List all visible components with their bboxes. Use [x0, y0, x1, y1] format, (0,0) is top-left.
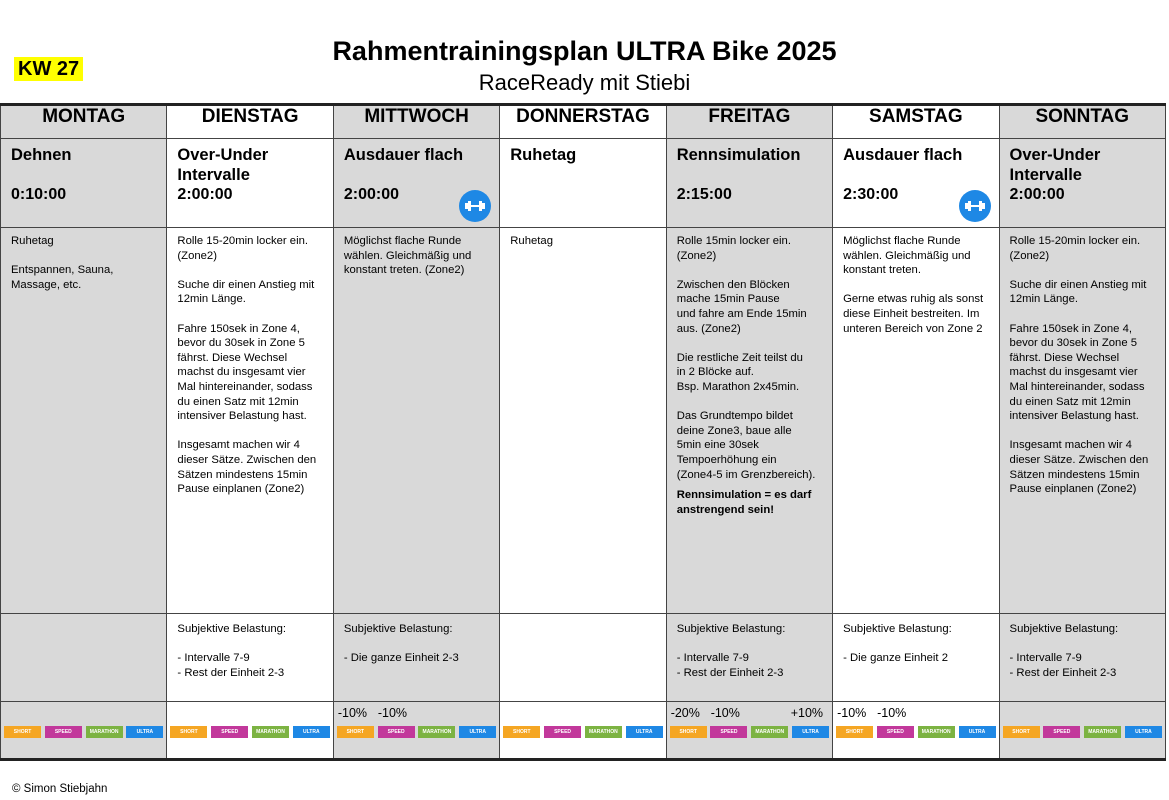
category-badge-ultra: ULTRA: [293, 726, 330, 738]
load-cell-dienstag: [167, 614, 333, 702]
day-header-dienstag: DIENSTAG: [167, 105, 333, 139]
session-cell-samstag: [833, 139, 999, 228]
session-name: Dehnen: [11, 146, 72, 164]
category-badge-ultra: ULTRA: [959, 726, 996, 738]
percent-adjustments: [167, 702, 332, 724]
load-cell-donnerstag: [500, 614, 666, 702]
load-cell-sonntag: [999, 614, 1165, 702]
category-badge-marathon: MARATHON: [585, 726, 622, 738]
description-cell-donnerstag: [500, 228, 666, 614]
session-cell-content: [667, 139, 832, 227]
session-cell-dienstag: [167, 139, 333, 228]
category-badge-short: SHORT: [1003, 726, 1040, 738]
session-note: Rennsimulation = es darf anstrengend sein!: [676, 489, 812, 516]
category-badge-short: SHORT: [836, 726, 873, 738]
category-badge-ultra: ULTRA: [126, 726, 163, 738]
description-cell-mittwoch: [333, 228, 499, 614]
category-strip-row: [1, 702, 1166, 760]
day-header-freitag: FREITAG: [666, 105, 832, 139]
category-badge-marathon: MARATHON: [751, 726, 788, 738]
category-badges: [1000, 726, 1165, 738]
page-subtitle: RaceReady mit Stiebi: [478, 70, 691, 95]
percent-adjustments: [833, 702, 998, 724]
session-cell-sonntag: [999, 139, 1165, 228]
session-duration: 2:30:00: [843, 186, 899, 203]
description-row: [1, 228, 1166, 614]
session-cell-content: [1, 139, 166, 227]
session-description: Rolle 15-20min locker ein. (Zone2) Suche dir einen Anstieg mit 12min Länge. Fahre 150sek in Zone 4, bevor du 30sek in Zone 5 fährst. Diese Wechsel machst du insgesamt vier Mal hintereinander, sodass du einen Satz mit 12min intensiver Belastung hast. Insgesamt machen wir 4 dieser Sätze. Zwischen den Sätzen mindestens 15min Pause einplanen (Zone2): [1009, 235, 1149, 496]
percent-adjustments: [1, 702, 166, 724]
session-duration: 2:00:00: [1009, 186, 1065, 203]
day-header-donnerstag: DONNERSTAG: [500, 105, 666, 139]
category-badge-speed: SPEED: [877, 726, 914, 738]
session-duration: 2:00:00: [177, 186, 233, 203]
category-badge-speed: SPEED: [710, 726, 747, 738]
category-badge-marathon: MARATHON: [252, 726, 289, 738]
day-header-samstag: SAMSTAG: [833, 105, 999, 139]
session-name: Over-Under Intervalle: [177, 146, 269, 184]
load-cell-montag: [1, 614, 167, 702]
session-name: Over-Under Intervalle: [1009, 146, 1101, 184]
subjective-load: [500, 614, 665, 628]
session-description: Möglichst flache Runde wählen. Gleichmäßig und konstant treten. (Zone2): [343, 235, 472, 277]
category-badge-short: SHORT: [670, 726, 707, 738]
category-badge-speed: SPEED: [45, 726, 82, 738]
percent-value: -20%: [670, 706, 700, 720]
session-duration: 0:10:00: [11, 186, 67, 203]
subjective-load: [1, 614, 166, 628]
category-badges: [1, 726, 166, 738]
page-title: Rahmentrainingsplan ULTRA Bike 2025: [332, 36, 837, 66]
session-description: Rolle 15-20min locker ein. (Zone2) Suche dir einen Anstieg mit 12min Länge. Fahre 150sek in Zone 4, bevor du 30sek in Zone 5 fährst. Diese Wechsel machst du insgesamt vier Mal hintereinander, sodass du einen Satz mit 12min intensiver Belastung hast. Insgesamt machen wir 4 dieser Sätze. Zwischen den Sätzen mindestens 15min Pause einplanen (Zone2): [177, 235, 317, 496]
subjective-load: Subjektive Belastung: - Intervalle 7-9 - Rest der Einheit 2-3: [1009, 623, 1119, 679]
category-cell-donnerstag: [500, 702, 666, 760]
category-badge-marathon: MARATHON: [418, 726, 455, 738]
session-cell-content: [334, 139, 499, 227]
day-header-sonntag: SONNTAG: [999, 105, 1165, 139]
session-cell-content: [833, 139, 998, 227]
percent-adjustments: [1000, 702, 1165, 724]
description-cell-montag: [1, 228, 167, 614]
session-name: Rennsimulation: [676, 146, 801, 164]
category-badges: [334, 726, 499, 738]
category-badges: [500, 726, 665, 738]
dumbbell-icon: [459, 190, 491, 222]
category-badge-ultra: ULTRA: [1125, 726, 1162, 738]
subjective-load: Subjektive Belastung: - Intervalle 7-9 - Rest der Einheit 2-3: [177, 623, 287, 679]
session-duration: 2:00:00: [343, 186, 399, 203]
day-header-mittwoch: MITTWOCH: [333, 105, 499, 139]
category-badge-short: SHORT: [337, 726, 374, 738]
category-badge-short: SHORT: [503, 726, 540, 738]
session-cell-montag: [1, 139, 167, 228]
percent-value: -10%: [837, 706, 867, 720]
session-cell-content: [1000, 139, 1165, 227]
dumbbell-icon: [959, 190, 991, 222]
percent-value: -10%: [710, 706, 740, 720]
category-badge-marathon: MARATHON: [918, 726, 955, 738]
load-cell-mittwoch: [333, 614, 499, 702]
session-row: [1, 139, 1166, 228]
subjective-load: Subjektive Belastung: - Die ganze Einheit 2: [843, 623, 952, 665]
category-badge-marathon: MARATHON: [86, 726, 123, 738]
description-cell-samstag: [833, 228, 999, 614]
category-badge-ultra: ULTRA: [792, 726, 829, 738]
percent-adjustments: [334, 702, 499, 724]
category-badge-ultra: ULTRA: [626, 726, 663, 738]
category-badge-speed: SPEED: [1043, 726, 1080, 738]
session-name: Ruhetag: [510, 146, 577, 164]
percent-value: -10%: [337, 706, 368, 720]
session-name: Ausdauer flach: [343, 146, 464, 164]
description-cell-freitag: [666, 228, 832, 614]
load-cell-freitag: [666, 614, 832, 702]
subjective-load: Subjektive Belastung: - Die ganze Einheit 2-3: [343, 623, 459, 665]
description-cell-dienstag: [167, 228, 333, 614]
session-cell-donnerstag: [500, 139, 666, 228]
session-name: Ausdauer flach: [843, 146, 963, 164]
category-cell-sonntag: [999, 702, 1165, 760]
category-badge-speed: SPEED: [378, 726, 415, 738]
category-badge-speed: SPEED: [211, 726, 248, 738]
percent-value: -10%: [877, 706, 907, 720]
category-badge-short: SHORT: [4, 726, 41, 738]
category-badge-ultra: ULTRA: [459, 726, 496, 738]
copyright-footer: © Simon Stiebjahn: [12, 783, 108, 795]
category-badge-speed: SPEED: [544, 726, 581, 738]
session-cell-mittwoch: [333, 139, 499, 228]
session-cell-content: [167, 139, 332, 227]
category-badge-marathon: MARATHON: [1084, 726, 1121, 738]
session-description: Möglichst flache Runde wählen. Gleichmäßig und konstant treten. Gerne etwas ruhig als sonst diese Einheit bestreiten. Im unteren Bereich von Zone 2: [843, 235, 984, 335]
session-description: Rolle 15min locker ein. (Zone2) Zwischen den Blöcken mache 15min Pause und fahre am Ende 15min aus. (Zone2) Die restliche Zeit teilst du in 2 Blöcke auf. Bsp. Marathon 2x45min. Das Grundtempo bildet deine Zone3, baue alle 5min eine 30sek Tempoerhöhung ein (Zone4-5 im Grenzbereich).: [676, 235, 816, 481]
category-cell-dienstag: [167, 702, 333, 760]
day-header-row: [1, 105, 1166, 139]
category-badge-short: SHORT: [170, 726, 207, 738]
day-header-montag: MONTAG: [1, 105, 167, 139]
category-cell-samstag: [833, 702, 999, 760]
subjective-load: Subjektive Belastung: - Intervalle 7-9 - Rest der Einheit 2-3: [676, 623, 786, 679]
session-cell-freitag: [666, 139, 832, 228]
category-cell-freitag: [666, 702, 832, 760]
category-badges: [833, 726, 998, 738]
session-description: Ruhetag Entspannen, Sauna, Massage, etc.: [11, 235, 114, 291]
session-description: Ruhetag: [510, 235, 553, 247]
category-cell-mittwoch: [333, 702, 499, 760]
week-badge: KW 27: [14, 57, 83, 81]
training-plan-table: [0, 103, 1166, 761]
category-cell-montag: [1, 702, 167, 760]
percent-value: -10%: [377, 706, 408, 720]
session-cell-content: [500, 139, 665, 227]
category-badges: [667, 726, 832, 738]
percent-adjustments: [667, 702, 832, 724]
load-row: [1, 614, 1166, 702]
description-cell-sonntag: [999, 228, 1165, 614]
load-cell-samstag: [833, 614, 999, 702]
percent-value: +10%: [790, 706, 824, 720]
session-duration: 2:15:00: [676, 186, 732, 203]
percent-adjustments: [500, 702, 665, 724]
category-badges: [167, 726, 332, 738]
